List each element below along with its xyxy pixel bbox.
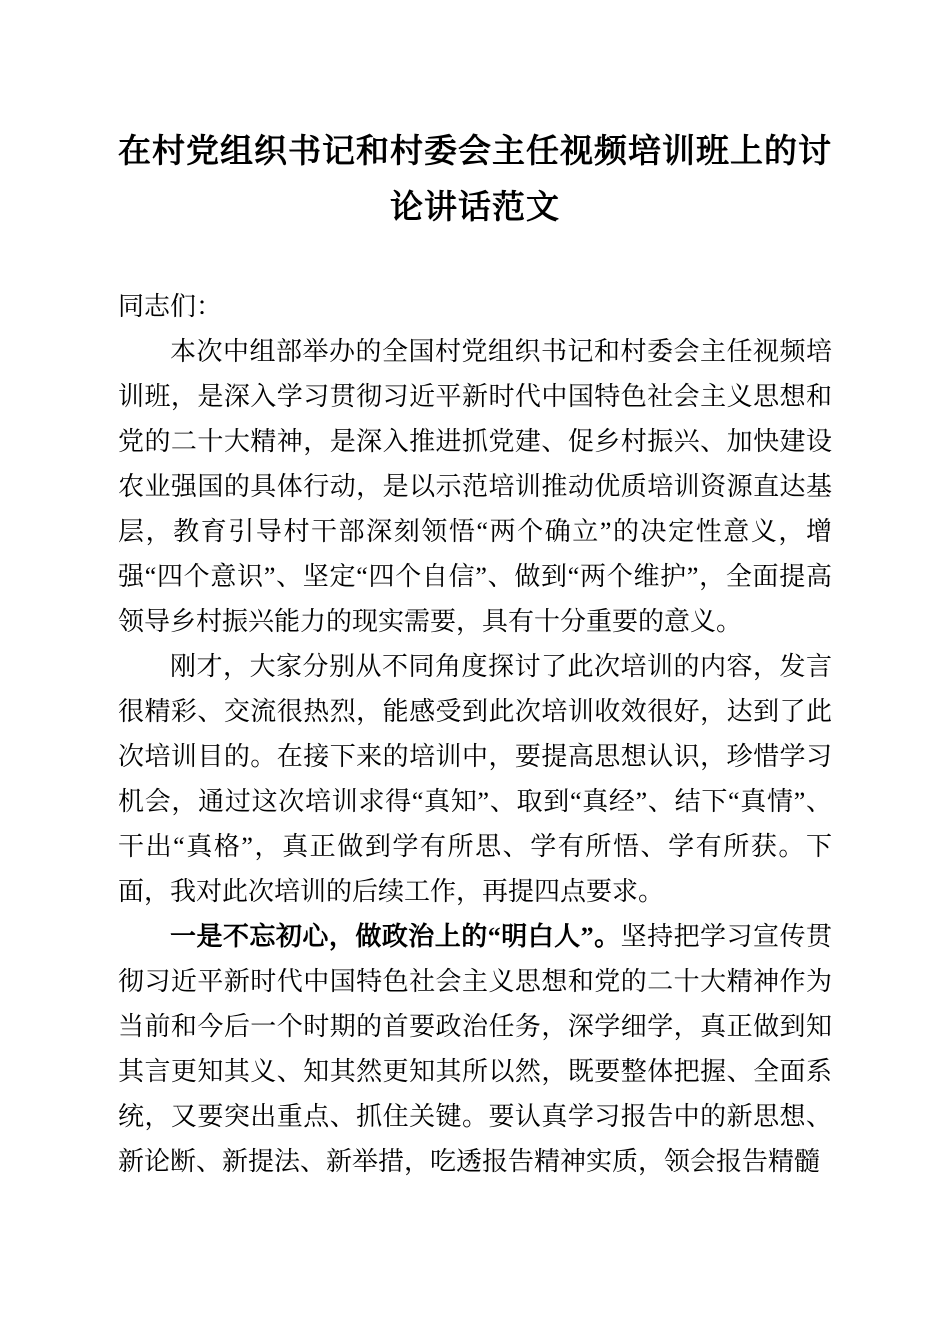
paragraph-first-requirement (118, 914, 832, 1184)
document-title: 在村党组织书记和村委会主任视频培训班上的讨论讲话范文 (118, 134, 832, 226)
paragraph-training-review: 刚才，大家分别从不同角度探讨了此次培训的内容，发言很精彩、交流很热烈，能感受到此次培训收效很好，达到了此次培训目的。在接下来的培训中，要提高思想认识，珍惜学习机会，通过这次培训求得“真知”、取到“真经”、结下“真情”、干出“真格”，真正做到学有所思、学有所悟、学有所获。下面，我对此次培训的后续工作，再提四点要求。 (118, 652, 832, 906)
paragraph-first-requirement-bold-lead: 一是不忘初心，做政治上的“明白人”。 (170, 922, 621, 951)
paragraph-significance: 本次中组部举办的全国村党组织书记和村委会主任视频培训班，是深入学习贯彻习近平新时代中国特色社会主义思想和党的二十大精神，是深入推进抓党建、促乡村振兴、加快建设农业强国的具体行动，是以示范培训推动优质培训资源直达基层，教育引导村干部深刻领悟“两个确立”的决定性意义，增强“四个意识”、坚定“四个自信”、做到“两个维护”，全面提高领导乡村振兴能力的现实需要，具有十分重要的意义。 (118, 337, 832, 636)
salutation: 同志们： (118, 292, 223, 321)
paragraph-first-requirement-body: 坚持把学习宣传贯彻习近平新时代中国特色社会主义思想和党的二十大精神作为当前和今后一个时期的首要政治任务，深学细学，真正做到知其言更知其义、知其然更知其所以然，既要整体把握、全面系统，又要突出重点、抓住关键。要认真学习报告中的新思想、新论断、新提法、新举措，吃透报告精神实质，领会报告精髓 (118, 922, 832, 1176)
